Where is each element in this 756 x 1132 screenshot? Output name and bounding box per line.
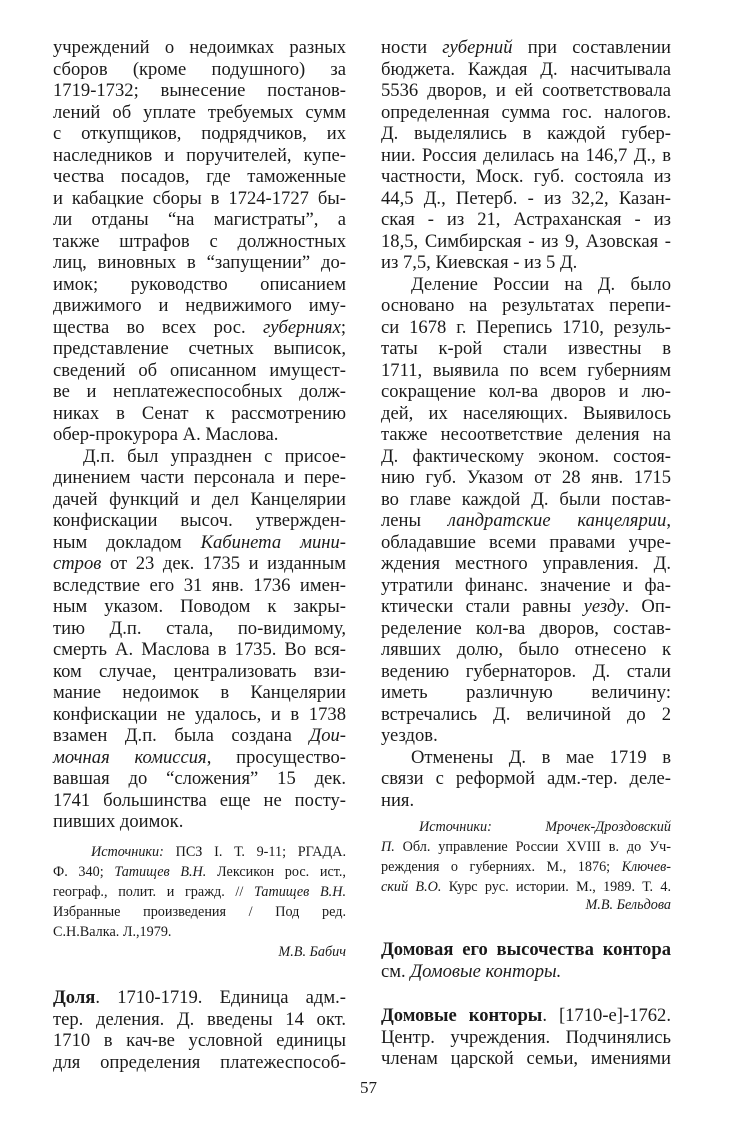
text-line — [53, 1052, 346, 1074]
text-run: Избранные произведения / Под ред. — [53, 904, 346, 920]
text-run: ведению губернаторов. Д. стали — [381, 660, 671, 682]
text-line — [53, 725, 346, 747]
text-line — [53, 123, 346, 145]
text-line — [53, 1030, 346, 1052]
italic-text: Мрочек-Дроздовский — [545, 819, 671, 835]
italic-text: губерниях — [263, 316, 341, 338]
text-run: утратили финанс. значение и фа- — [381, 574, 671, 596]
italic-text: Дои- — [309, 725, 346, 746]
text-line — [53, 446, 346, 468]
italic-text: Татищев В.Н. — [114, 864, 207, 880]
text-run: Обл. управление России XVIII в. до Уч- — [394, 839, 671, 855]
text-run: ктически стали равны — [381, 596, 584, 617]
text-run: си 1678 г. Перепись 1710, резуль- — [381, 316, 671, 338]
text-line — [381, 446, 671, 468]
text-line — [53, 231, 346, 253]
text-line — [381, 1005, 671, 1027]
text-line — [53, 596, 346, 618]
text-line — [53, 922, 346, 942]
text-run: 1719-1732; вынесение постанов- — [53, 80, 346, 101]
right-main-text — [381, 37, 671, 811]
text-run: ным докладом — [53, 531, 201, 553]
italic-text: уезду — [583, 596, 625, 617]
italic-text: мочная комиссия — [53, 746, 207, 768]
paragraph — [53, 37, 346, 446]
text-run: и кабацкие сборы в 1724-1727 бы- — [53, 187, 346, 209]
text-line — [53, 987, 346, 1009]
text-line — [53, 59, 346, 81]
text-run: . [1710-е]-1762. — [542, 1005, 671, 1026]
text-line — [53, 467, 346, 489]
text-line — [381, 252, 671, 274]
text-line — [381, 424, 671, 446]
text-line — [53, 381, 346, 403]
text-line — [381, 467, 671, 489]
text-run: движимого и недвижимого иму- — [53, 295, 346, 316]
text-line — [381, 145, 671, 167]
text-line — [381, 59, 671, 81]
text-run: лявших долю, было отнесено к — [381, 639, 671, 660]
text-line — [381, 37, 671, 59]
text-run: имок; руководство описанием — [53, 273, 346, 295]
text-run: ределение кол-ва дворов, состав- — [381, 617, 671, 639]
text-line — [381, 1048, 671, 1070]
text-run: тию Д.п. стала, по-видимому, — [53, 617, 346, 639]
text-line — [53, 842, 346, 862]
text-run — [492, 819, 545, 835]
text-run: бюджета. Каждая Д. насчитывала — [381, 58, 671, 80]
text-run: смерть А. Маслова в 1735. Во вся- — [53, 639, 346, 660]
text-run: вавшая до “сложения” 15 дек. — [53, 768, 346, 789]
text-run: ности — [381, 37, 443, 58]
text-line — [381, 790, 671, 812]
text-run: дачей функций и дел Канцелярии — [53, 488, 346, 510]
text-line — [53, 682, 346, 704]
text-run: определенная сумма гос. налогов. — [381, 101, 671, 123]
paragraph — [53, 987, 346, 1073]
text-run: встречались Д. величиной до 2 — [381, 703, 671, 725]
text-line — [53, 295, 346, 317]
text-run: динением части персонала и пере- — [53, 467, 346, 488]
text-run: 1710 в кач-ве условной единицы — [53, 1030, 346, 1051]
text-run: ве и неплатежеспособных долж- — [53, 381, 346, 402]
text-line — [381, 961, 671, 983]
text-run: для определения платежеспособ- — [53, 1051, 346, 1073]
paragraph — [381, 274, 671, 747]
page-number: 57 — [360, 1078, 377, 1097]
text-run: тер. деления. Д. введены 14 окт. — [53, 1008, 346, 1030]
text-run: Д.п. был упразднен с присое- — [83, 445, 346, 467]
text-line — [53, 862, 346, 882]
paragraph — [381, 1005, 671, 1070]
right-sources — [381, 817, 671, 897]
text-run: сборов (кроме подушного) за — [53, 58, 346, 80]
entry-dolya — [53, 987, 346, 1073]
text-line — [381, 80, 671, 102]
text-run: во главе каждой Д. были постав- — [381, 488, 671, 510]
text-line — [381, 725, 671, 747]
text-line — [381, 274, 671, 296]
text-line — [53, 80, 346, 102]
text-line — [53, 618, 346, 640]
text-line — [53, 532, 346, 554]
text-run: ПСЗ I. Т. 9-11; РГАДА. — [163, 844, 346, 860]
paragraph — [53, 842, 346, 942]
text-line — [381, 123, 671, 145]
text-line — [53, 1009, 346, 1031]
italic-text: стров — [53, 553, 102, 574]
paragraph — [381, 747, 671, 812]
text-run: основано на результатах перепи- — [381, 295, 671, 316]
text-line — [53, 166, 346, 188]
text-run: взамен Д.п. была создана — [53, 725, 310, 746]
text-run: иметь различную величину: — [381, 682, 671, 703]
text-line — [381, 102, 671, 124]
text-run: наследников и поручителей, купе- — [53, 144, 346, 166]
text-line — [53, 661, 346, 683]
text-line — [381, 596, 671, 618]
text-run: 44,5 Д., Петерб. - из 32,2, Казан- — [381, 187, 671, 209]
text-line — [53, 188, 346, 210]
text-run: пивших доимок. — [53, 811, 184, 832]
italic-text: Домовые конторы. — [410, 960, 562, 982]
text-run: представление счетных выписок, — [53, 338, 346, 359]
text-line — [381, 553, 671, 575]
text-line — [381, 704, 671, 726]
text-line — [381, 295, 671, 317]
text-line — [53, 424, 346, 446]
text-run: . 1710-1719. Единица адм.- — [95, 987, 346, 1008]
text-run: также несоответствие деления на — [381, 424, 671, 445]
text-line — [381, 209, 671, 231]
entry-domovaya-kontora — [381, 939, 671, 982]
text-line — [53, 317, 346, 339]
text-line — [53, 902, 346, 922]
text-line — [53, 747, 346, 769]
text-line — [381, 338, 671, 360]
text-line — [53, 882, 346, 902]
text-run: 5536 дворов, и ей соответствовала — [381, 80, 671, 101]
text-run: щества во всех рос. — [53, 316, 263, 338]
text-line — [381, 188, 671, 210]
text-run: мание недоимок в Канцелярии — [53, 682, 346, 703]
text-line — [53, 252, 346, 274]
text-run: также штрафов с должностных — [53, 230, 346, 252]
paragraph — [53, 446, 346, 833]
text-run: членам царской семьи, имениями — [381, 1048, 671, 1069]
text-run: С.Н.Валка. Л.,1979. — [53, 924, 172, 940]
text-line — [381, 489, 671, 511]
text-run: сведений об описанном имущест- — [53, 359, 346, 381]
text-line — [381, 817, 671, 837]
text-run: Курс рус. истории. М., 1989. Т. 4. — [441, 879, 671, 895]
text-run: 18,5, Симбирская - из 9, Азовская - — [381, 230, 671, 252]
text-run: реждения о губерниях. М., 1876; — [381, 859, 622, 875]
text-line — [53, 274, 346, 296]
text-line — [381, 837, 671, 857]
text-run: 1711, выявила по всем губерниям — [381, 359, 671, 381]
text-run: чества посадов, где таможенные — [53, 166, 346, 187]
text-line — [53, 489, 346, 511]
text-line — [381, 618, 671, 640]
text-run: от 23 дек. 1735 и изданным — [101, 553, 346, 574]
text-run: см. — [381, 960, 411, 982]
text-run: Д. выделялись в каждой губер- — [381, 123, 671, 144]
text-line — [53, 639, 346, 661]
text-line — [381, 510, 671, 532]
text-line — [53, 510, 346, 532]
paragraph — [381, 817, 671, 897]
text-run: таты к-рой стали известны в — [381, 338, 671, 359]
text-run: лены — [381, 510, 448, 531]
bold-heading: Доля — [53, 987, 96, 1008]
text-line — [381, 768, 671, 790]
text-line — [381, 939, 671, 961]
text-line — [381, 747, 671, 769]
text-line — [53, 145, 346, 167]
text-run: ным указом. Поводом к закры- — [53, 596, 346, 617]
paragraph — [381, 939, 671, 982]
text-line — [381, 639, 671, 661]
left-author: М.В. Бабич — [278, 944, 346, 960]
text-run: 1741 большинства еще не посту- — [53, 789, 346, 811]
text-run: Ф. 340; — [53, 864, 115, 880]
left-main-text — [53, 37, 346, 833]
text-line — [53, 338, 346, 360]
text-line — [381, 360, 671, 382]
text-run: , — [666, 510, 671, 531]
text-run: нии. Россия делилась на 146,7 Д., в — [381, 144, 671, 166]
text-run: ская - из 21, Астраханская - из — [381, 209, 671, 230]
text-line — [53, 360, 346, 382]
text-line — [53, 403, 346, 425]
text-run: , просущество- — [206, 746, 346, 768]
text-line — [381, 231, 671, 253]
text-run: вследствие его 31 янв. 1736 имен- — [53, 574, 346, 596]
text-line — [53, 102, 346, 124]
text-run: конфискации не удалось, и в 1738 — [53, 703, 346, 725]
italic-text: Ключев- — [621, 859, 671, 875]
text-run: конфискации высоч. утвержден- — [53, 510, 346, 531]
italic-text: ский В.О. — [381, 879, 442, 895]
text-run: обер-прокурора А. Маслова. — [53, 424, 279, 445]
text-line — [381, 532, 671, 554]
text-run: Д. фактическому эконом. состоя- — [381, 445, 671, 467]
text-run: лений об уплате требуемых сумм — [53, 101, 346, 123]
text-line — [53, 37, 346, 59]
text-run: Деление России на Д. было — [411, 273, 671, 295]
text-run: . Оп- — [624, 596, 672, 617]
italic-text: Источники: — [91, 844, 164, 860]
italic-text: Татищев В.Н. — [253, 884, 346, 900]
text-run: ; — [340, 316, 346, 338]
paragraph — [381, 37, 671, 274]
text-run: лиц, виновных в “запущении” до- — [53, 252, 346, 273]
left-sources — [53, 842, 346, 942]
text-run: нию губ. Указом от 28 янв. 1715 — [381, 467, 671, 488]
text-line — [381, 877, 671, 897]
text-line — [381, 317, 671, 339]
text-line — [381, 1027, 671, 1049]
text-run: ли отданы “на магистраты”, а — [53, 209, 346, 230]
italic-text: ландратские канцелярии — [447, 510, 667, 531]
text-line — [381, 682, 671, 704]
text-line — [381, 857, 671, 877]
bold-heading: Домовые конторы — [381, 1005, 543, 1026]
text-line — [53, 768, 346, 790]
text-line — [53, 704, 346, 726]
text-run: сокращение кол-ва дворов и лю- — [381, 381, 671, 402]
text-run: связи с реформой адм.-тер. деле- — [381, 768, 671, 789]
italic-text: губерний — [442, 37, 513, 58]
text-run: Отменены Д. в мае 1719 в — [411, 746, 671, 768]
text-line — [53, 575, 346, 597]
text-run: при составлении — [512, 37, 671, 58]
italic-text: Кабинета мини- — [200, 531, 346, 553]
text-line — [381, 381, 671, 403]
text-line — [53, 553, 346, 575]
bold-heading: Домовая его высочества контора — [381, 939, 671, 960]
text-run: обладавшие всеми правами учре- — [381, 531, 671, 553]
entry-domovye-kontory — [381, 1005, 671, 1070]
text-run: ния. — [381, 789, 415, 811]
right-author: М.В. Бельдова — [585, 897, 671, 913]
text-line — [381, 575, 671, 597]
text-run: никах в Сенат к рассмотрению — [53, 402, 346, 424]
text-line — [381, 403, 671, 425]
text-line — [53, 790, 346, 812]
italic-text: Источники: — [419, 819, 492, 835]
text-run: Центр. учреждения. Подчинялись — [381, 1026, 671, 1048]
text-run: географ., полит. и гражд. // — [53, 884, 254, 900]
text-run: Лексикон рос. ист., — [206, 864, 346, 880]
text-run: частности, Моск. губ. состояла из — [381, 166, 671, 187]
text-run: ждения местного управления. Д. — [381, 553, 671, 574]
text-run: дей, их населяющих. Выявилось — [381, 402, 671, 424]
text-line — [53, 811, 346, 833]
italic-text: П. — [381, 839, 395, 855]
text-line — [53, 209, 346, 231]
text-line — [381, 661, 671, 683]
text-run: уездов. — [381, 725, 438, 746]
text-line — [381, 166, 671, 188]
text-run: с откупщиков, подрядчиков, их — [53, 123, 346, 144]
text-run: учреждений о недоимках разных — [53, 37, 346, 58]
text-run: ком случае, централизовать взи- — [53, 660, 346, 682]
text-run: из 7,5, Киевская - из 5 Д. — [381, 252, 578, 273]
